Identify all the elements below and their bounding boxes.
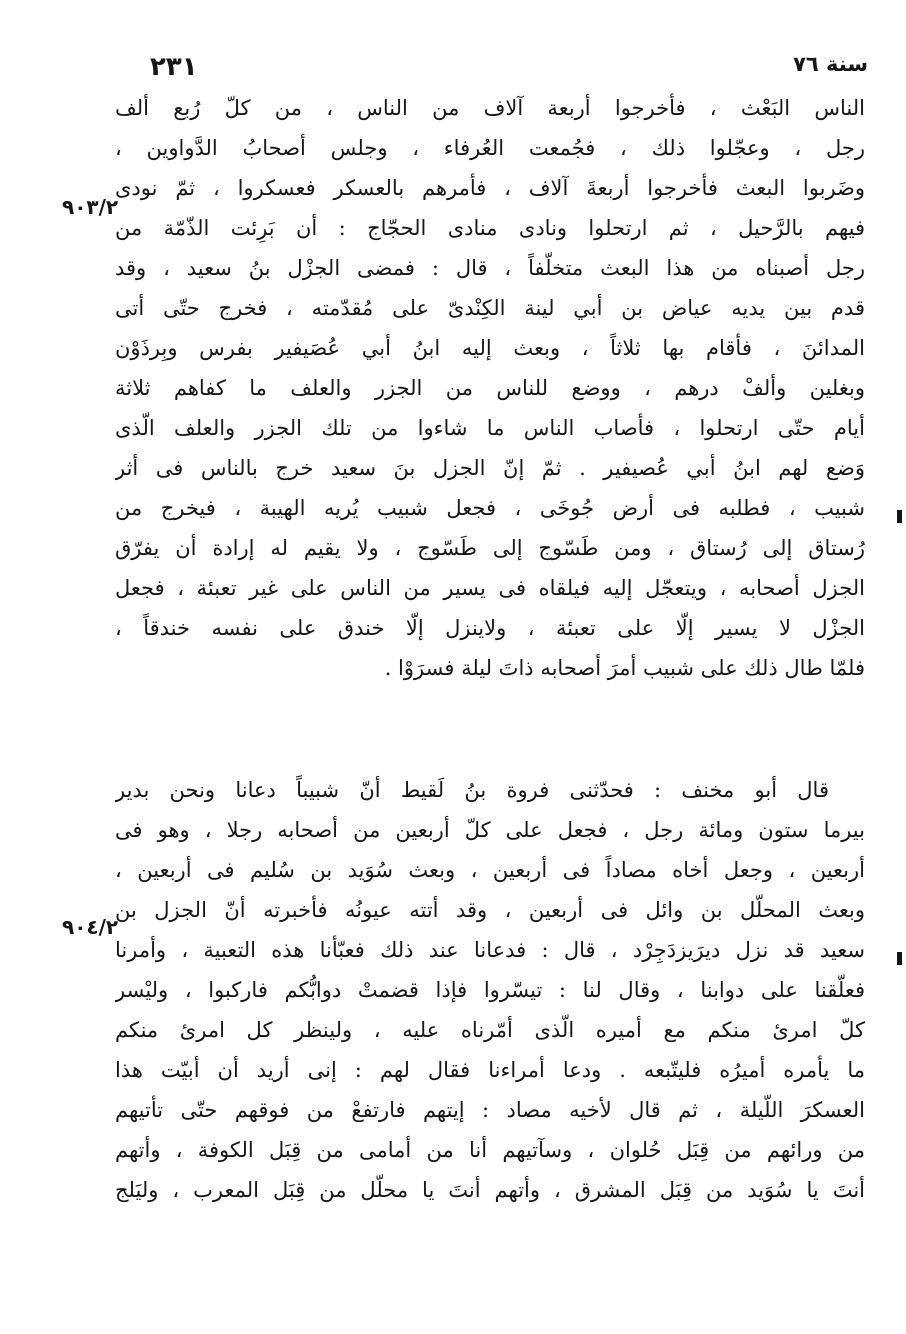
page-number: ٢٣١ bbox=[150, 52, 198, 82]
text-line: سعيد قد نزل ديرَيزدَجِرْد ، قال : فدعانا عند ذلك فعبّأنا هذه التعبية ، وأمرنا bbox=[115, 938, 865, 962]
text-line: بيرما ستون ومائة رجل ، فجعل على كلّ أربعين من أصحابه رجلا ، وهو فى bbox=[115, 818, 865, 842]
text-line: العسكرَ اللّيلة ، ثم قال لأخيه مصاد : إيتهم فارتفعْ من فوقهم حتّى تأتيهم bbox=[115, 1098, 865, 1122]
paragraph-1 bbox=[115, 88, 865, 688]
text-line: فلمّا طال ذلك على شبيب أمرَ أصحابه ذاتَ ليلة فسرَوْا . bbox=[384, 656, 865, 680]
text-line: وضَربوا البعث فأخرجوا أربعةَ آلاف ، فأمرهم بالعسكر فعسكروا ، ثمّ نودى bbox=[115, 176, 865, 200]
text-line: وبغلين وألفْ درهم ، ووضع للناس من الجزر والعلف ما كفاهم ثلاثة bbox=[115, 376, 865, 400]
page-header bbox=[150, 52, 868, 84]
running-head: سنة ٧٦ bbox=[793, 52, 868, 76]
text-line: أربعين ، وجعل أخاه مصاداً فى أربعين ، وبعث سُوَيد بن سُليم فى أربعين ، bbox=[115, 858, 865, 882]
text-line: ما يأمره أميرُه فليتّبعه . ودعا أمراءنا فقال لهم : إنى أريد أن أبيّت هذا bbox=[115, 1058, 865, 1082]
text-line: رجل أصبناه من هذا البعث متخلّفاً ، قال : فمضى الجزْل بنُ سعيد ، وقد bbox=[115, 256, 865, 280]
text-line: وبعث المحلّل بن وائل فى أربعين ، وقد أتته عيونُه فأخبرته أنّ الجزل بن bbox=[115, 898, 865, 922]
page-edge-mark bbox=[897, 952, 902, 965]
margin-reference: ٩٠٤/٢ bbox=[62, 915, 119, 939]
margin-reference: ٩٠٣/٢ bbox=[62, 195, 119, 219]
text-line: قال أبو مخنف : فحدّثنى فروة بنُ لَقيط أنّ شبيباً دعانا ونحن بدير bbox=[115, 778, 829, 802]
text-line: الجزْل لا يسير إلّا على تعبئة ، ولاينزل إلّا خندق على نفسه خندقاً ، bbox=[115, 616, 865, 640]
text-line: أيام حتّى ارتحلوا ، فأصاب الناس ما شاءوا من تلك الجزر والعلف الّذى bbox=[115, 416, 865, 440]
text-line: فعلّقنا على دوابنا ، وقال لنا : تيسّروا فإذا قضمتْ دوابُّكم فاركبوا ، وليْسر bbox=[115, 978, 865, 1002]
text-line: من ورائهم من قِبَل حُلوان ، وسآتيهم أنا من أمامى من قِبَل الكوفة ، وأتهم bbox=[115, 1138, 865, 1162]
text-line: فيهم بالرَّحيل ، ثم ارتحلوا ونادى منادى الحجّاج : أن بَرِئت الذّمّة من bbox=[115, 216, 865, 240]
text-line: رُستاق إلى رُستاق ، ومن طَسّوج إلى طَسّوج ، ولا يقيم له إرادة أن يفرّق bbox=[115, 536, 865, 560]
text-line: وَضع لهم ابنُ أبي عُصيفير . ثمّ إنّ الجزل بنَ سعيد خرج بالناس فى أثر bbox=[115, 456, 865, 480]
text-line: الناس البَعْث ، فأخرجوا أربعة آلاف من الناس ، من كلّ رُبع ألف bbox=[115, 96, 865, 120]
text-line: رجل ، وعجّلوا ذلك ، فجُمعت العُرفاء ، وجلس أصحابُ الدَّواوين ، bbox=[115, 136, 865, 160]
text-line: كلّ امرئ منكم مع أميره الّذى أمّرناه عليه ، ولينظر كل امرئ منكم bbox=[115, 1018, 865, 1042]
page-edge-mark bbox=[897, 510, 902, 523]
text-line: شبيب ، فطلبه فى أرض جُوخَى ، فجعل شبيب يُريه الهيبة ، فيخرج من bbox=[115, 496, 865, 520]
text-line: المدائنَ ، فأقام بها ثلاثاً ، وبعث إليه ابنُ أبي عُصَيفير بفرس وبِرذَوْن bbox=[115, 336, 865, 360]
text-line: الجزل أصحابه ، ويتعجّل إليه فيلقاه فى يسير من الناس على غير تعبئة ، فجعل bbox=[115, 576, 865, 600]
text-line: أنتَ يا سُوَيد من قِبَل المشرق ، وأتهم أنتَ يا محلّل من قِبَل المعرب ، وليَلج bbox=[115, 1178, 865, 1202]
paragraph-2 bbox=[115, 770, 865, 1210]
text-line: قدم بين يديه عياض بن أبي لينة الكِنْدىّ على مُقدّمته ، فخرج حتّى أتى bbox=[115, 296, 865, 320]
